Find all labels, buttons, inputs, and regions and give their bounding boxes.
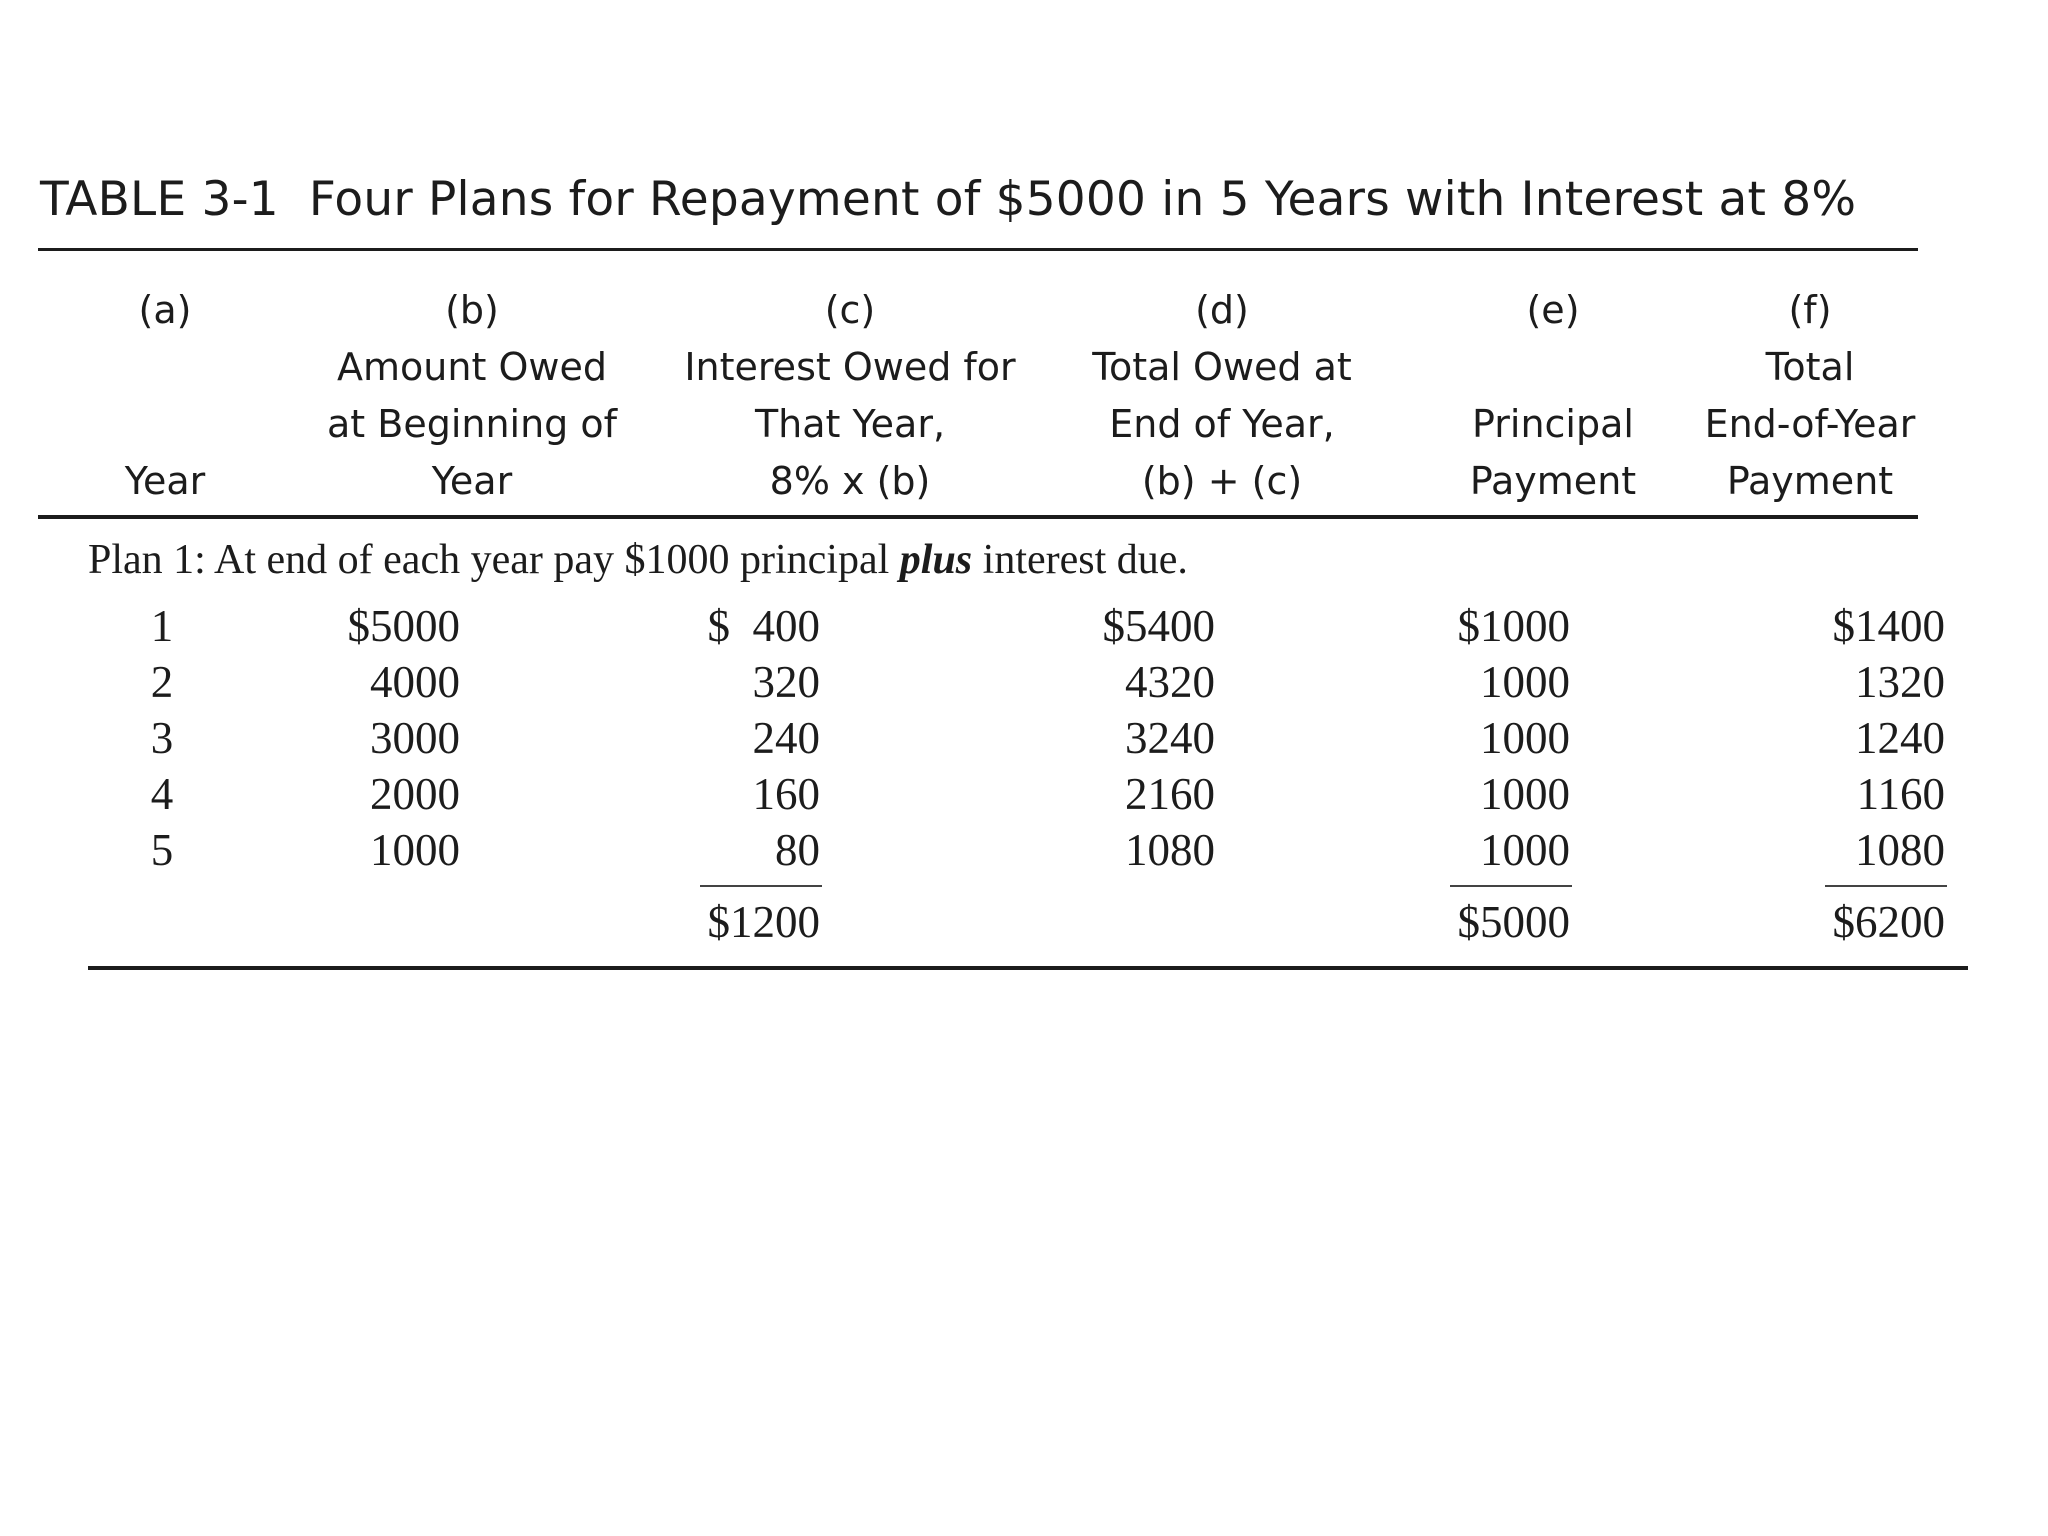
principal-cell: 1000 xyxy=(1480,825,1570,875)
principal-cell: 1000 xyxy=(1480,769,1570,819)
column-header-d: (d) Total Owed at End of Year, (b) + (c) xyxy=(1092,282,1352,510)
amount-owed-cell: 3000 xyxy=(370,713,460,763)
column-heading-text: Year xyxy=(124,459,206,503)
table-number: TABLE 3-1 xyxy=(40,172,279,227)
year-cell: 3 xyxy=(150,713,174,763)
interest-sum-rule xyxy=(700,885,822,887)
column-header-a xyxy=(125,282,205,510)
column-letter: (b) xyxy=(445,288,499,332)
year-cell: 1 xyxy=(150,601,174,651)
principal-cell: 1000 xyxy=(1480,657,1570,707)
amount-owed-cell: 2000 xyxy=(370,769,460,819)
amount-owed-cell: $5000 xyxy=(347,601,460,651)
interest-cell: 80 xyxy=(775,825,820,875)
bottom-rule xyxy=(88,966,1968,970)
principal-total: $5000 xyxy=(1457,897,1570,947)
interest-cell: 320 xyxy=(752,657,820,707)
year-cell: 2 xyxy=(150,657,174,707)
interest-cell: 160 xyxy=(752,769,820,819)
payment-cell: $1400 xyxy=(1832,601,1945,651)
principal-sum-rule xyxy=(1450,885,1572,887)
column-letter: (d) xyxy=(1195,288,1249,332)
payment-cell: 1320 xyxy=(1855,657,1945,707)
interest-cell: $ 400 xyxy=(707,601,820,651)
year-cell: 4 xyxy=(150,769,174,819)
payment-cell: 1160 xyxy=(1856,769,1945,819)
interest-cell: 240 xyxy=(752,713,820,763)
plan-1-label: Plan 1: At end of each year pay $1000 principal plus interest due. xyxy=(88,537,1188,583)
payment-total: $6200 xyxy=(1832,897,1945,947)
table-caption: Four Plans for Repayment of $5000 in 5 Years with Interest at 8% xyxy=(308,172,1857,227)
payment-sum-rule xyxy=(1825,885,1947,887)
column-header-f: (f) Total End-of-Year Payment xyxy=(1705,282,1916,510)
total-owed-cell: 3240 xyxy=(1125,713,1215,763)
principal-cell: $1000 xyxy=(1457,601,1570,651)
amount-owed-cell: 4000 xyxy=(370,657,460,707)
total-owed-cell: 1080 xyxy=(1125,825,1215,875)
column-header-e: (e) Principal Payment xyxy=(1470,282,1636,510)
payment-cell: 1080 xyxy=(1855,825,1945,875)
column-letter: (e) xyxy=(1526,288,1580,332)
column-header-b: (b) Amount Owed at Beginning of Year xyxy=(327,282,617,510)
year-cell: 5 xyxy=(150,825,174,875)
total-owed-cell: 4320 xyxy=(1125,657,1215,707)
column-letter: (a) xyxy=(138,288,192,332)
column-header-c: (c) Interest Owed for That Year, 8% x (b) xyxy=(684,282,1015,510)
header-rule xyxy=(38,515,1918,519)
payment-cell: 1240 xyxy=(1855,713,1945,763)
principal-cell: 1000 xyxy=(1480,713,1570,763)
total-owed-cell: 2160 xyxy=(1125,769,1215,819)
column-letter: (f) xyxy=(1788,288,1832,332)
amount-owed-cell: 1000 xyxy=(370,825,460,875)
top-rule xyxy=(38,248,1918,251)
table-title xyxy=(40,170,1856,230)
total-owed-cell: $5400 xyxy=(1102,601,1215,651)
interest-total: $1200 xyxy=(707,897,820,947)
column-letter: (c) xyxy=(824,288,876,332)
plan-1-name: Plan 1: xyxy=(88,537,206,583)
